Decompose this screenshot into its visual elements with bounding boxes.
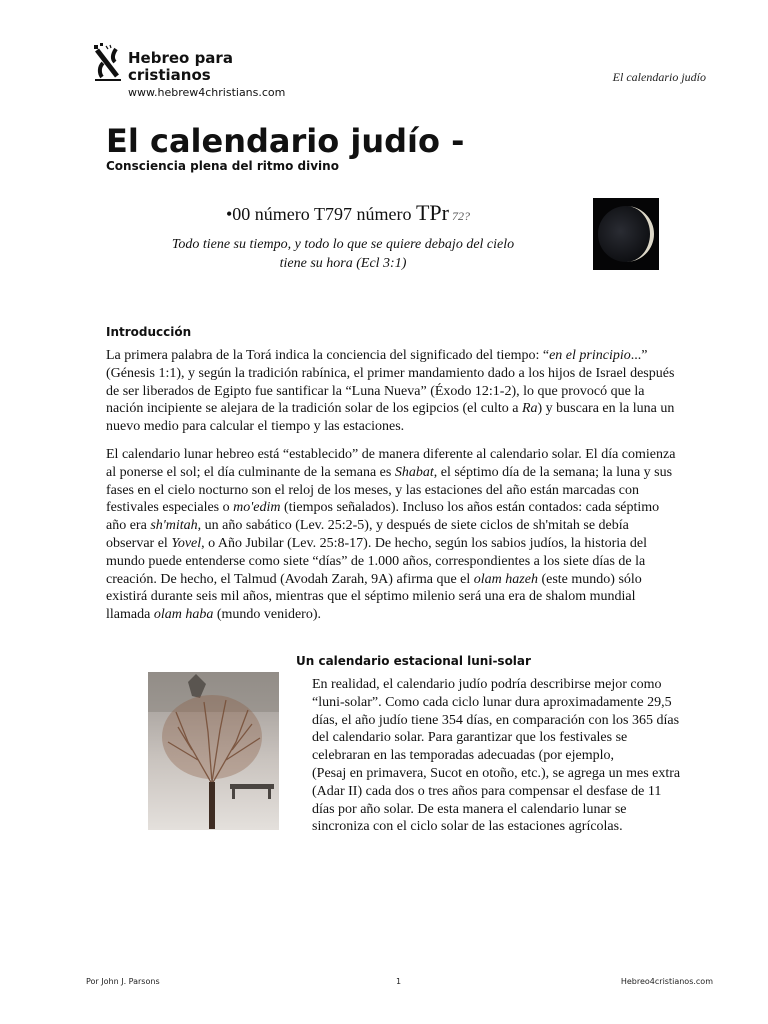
site-logo-name: Hebreo para cristianos (128, 49, 233, 84)
page-subtitle: Consciencia plena del ritmo divino (106, 159, 339, 173)
lunisolar-text-part-2: (Pesaj en primavera, Sucot en otoño, etc.), se agrega un mes extra (Adar II) cada dos o tres años para compensar el desfase de 11 días por año solar. De esta manera el calendario lunar se sincroniza con el ciclo solar de las estaciones agrícolas. (312, 765, 681, 835)
running-head: El calendario judío (612, 70, 706, 84)
intro-paragraph-2: El calendario lunar hebreo está “establecido” de manera diferente al calendario solar. El día comienza al ponerse el sol; el día culminante de la semana es Shabat, el séptimo día de la semana; la luna y sus fases en el cielo nocturno son el reloj de los meses, y las estaciones del año están marcadas con festivales especiales o mo'edim (tiempos señalados). Incluso los años están contados: cada séptimo año era sh'mitah, un año sabático (Lev. 25:2-5), y después de siete ciclos de sh'mitah se debía observar el Yovel, o Año Jubilar (Lev. 25:8-17). De hecho, según los sabios judíos, la historia del mundo puede entenderse como siete “días” de 1.000 años, correspondientes a los siete días de la creación. De hecho, el Talmud (Avodah Zarah, 9A) afirma que el olam hazeh (este mundo) sólo existirá durante seis mil años, mientras que el séptimo milenio será una era de shalom mundial llamada olam haba (mundo venidero). (106, 447, 676, 623)
footer-site: Hebreo4cristianos.com (620, 977, 713, 986)
page-title: El calendario judío - (106, 122, 465, 160)
site-url: www.hebrew4christians.com (128, 86, 286, 99)
winter-tree-image (148, 672, 279, 830)
epigraph-quote: Todo tiene su tiempo, y todo lo que se quiere debajo del cielo tiene su hora (Ecl 3:1) (171, 237, 515, 271)
aleph-logo-icon (92, 43, 124, 83)
crescent-moon-image (593, 198, 659, 270)
hebrew-heading-main: •00 número T797 número (226, 204, 416, 224)
hebrew-heading-small: 72? (448, 209, 470, 223)
footer-page-number: 1 (396, 977, 402, 986)
hebrew-heading-big: TPr (415, 200, 449, 225)
hebrew-heading (226, 200, 470, 226)
section-heading-lunisolar: Un calendario estacional luni-solar (296, 654, 531, 668)
intro-paragraph-1: La primera palabra de la Torá indica la conciencia del significado del tiempo: “en el principio...” (Génesis 1:1), y según la tradición rabínica, el primer mandamiento dado a los hijos de Israel después de ser liberados de Egipto fue santificar la “Luna Nueva” (Éxodo 12:1-2), lo que provocó que la nación incipiente se alejara de la tradición solar de los egipcios (el culto a Ra) y buscara en la luna un nuevo medio para calcular el tiempo y las estaciones. (106, 348, 675, 435)
section-heading-introduction: Introducción (106, 325, 192, 339)
lunisolar-text-part-1: En realidad, el calendario judío podría describirse mejor como “luni-solar”. Como cada ciclo lunar dura aproximadamente 29,5 días, el año judío tiene 354 días, en comparación con los 365 días del calendario solar. Para garantizar que los festivales se celebraran en las temporadas adecuadas (por ejemplo, (312, 677, 680, 764)
lunisolar-paragraph (312, 676, 682, 836)
footer-author: Por John J. Parsons (86, 977, 160, 986)
